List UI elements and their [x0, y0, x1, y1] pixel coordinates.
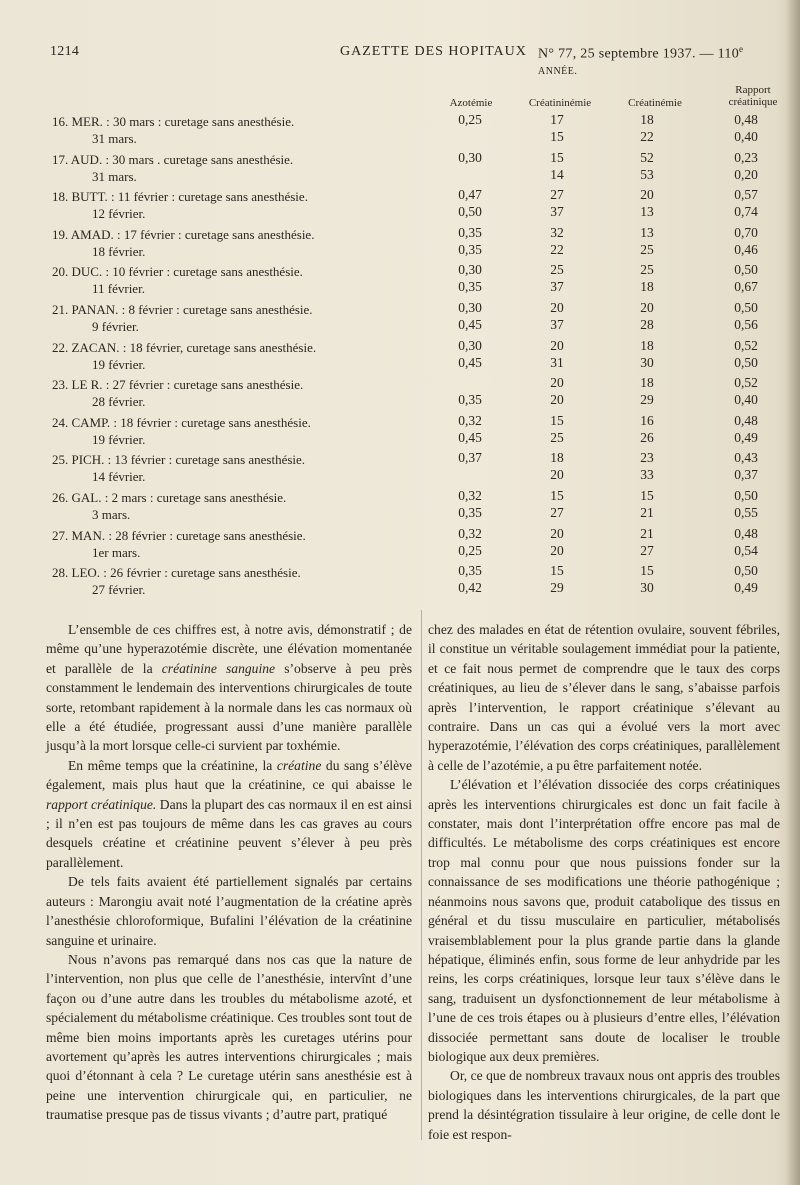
case-date-20: 11 février. [92, 281, 145, 297]
header-azotemie: Azotémie [449, 97, 493, 109]
cell-ce: 18 [640, 112, 654, 127]
cell-r: 0,49 [734, 429, 758, 445]
case-date-21: 9 février. [92, 319, 139, 334]
issue-sup: e [739, 44, 744, 54]
cell-ce: 18 [640, 279, 654, 295]
case-line-24: 24. CAMP. : 18 février : curetage sans anesthésie. [52, 414, 311, 430]
cell-az: 0,35 [458, 505, 482, 520]
right-column [428, 620, 780, 1144]
cell-az: 0,42 [458, 580, 482, 596]
text-run: L’ensemble de ces chiffres est, à notre avis, démonstratif ; de même qu’une hyperazotémie discrète, une élévation momentanée et parallèle de la [46, 622, 412, 676]
cell-cn: 20 [550, 525, 564, 541]
cell-az: 0,35 [458, 241, 482, 257]
cell-r: 0,56 [734, 317, 758, 332]
cell-ce: 18 [640, 337, 654, 353]
cell-cn: 32 [550, 224, 564, 240]
case-date-18: 12 février. [92, 206, 146, 222]
case-line-27: 27. MAN. : 28 février : curetage sans anesthésie. [52, 527, 306, 543]
cell-ce: 15 [640, 488, 654, 503]
cell-az: 0,32 [458, 412, 482, 428]
page-number: 1214 [50, 44, 80, 59]
cell-az: 0,35 [458, 392, 482, 408]
cell-cn: 15 [550, 129, 564, 144]
case-line-28: 28. LEO. : 26 février : curetage sans anesthésie. [52, 565, 301, 581]
cell-r: 0,40 [734, 129, 758, 144]
header-creatinemie: Créatinémie [628, 97, 682, 109]
cell-ce: 16 [640, 412, 654, 428]
cell-r: 0,57 [734, 187, 758, 203]
cell-az: 0,35 [458, 279, 482, 295]
cell-r: 0,23 [734, 149, 758, 165]
cell-ce: 15 [640, 563, 654, 579]
cell-cn: 22 [550, 241, 564, 257]
cell-r: 0,20 [734, 166, 758, 182]
column-divider [421, 610, 422, 1140]
case-date-28: 27 février. [92, 582, 146, 598]
text-run: En même temps que la créatinine, la [68, 757, 277, 773]
case-line-22: 22. ZACAN. : 18 février, curetage sans anesthésie. [52, 339, 317, 355]
cell-cn: 17 [550, 112, 564, 127]
cell-cn: 15 [550, 563, 564, 579]
case-line-19: 19. AMAD. : 17 février : curetage sans anesthésie. [52, 226, 315, 242]
right-paragraph-3: Or, ce que de nombreux travaux nous ont appris des troubles biologiques dans les interventions chirurgicales, de la part que prend la désintégration tissulaire à leur origine, de celle dont le foie est respon- [428, 1068, 780, 1142]
cell-ce: 20 [640, 300, 654, 315]
left-column [46, 620, 412, 1125]
cell-ce: 13 [640, 204, 654, 220]
cell-ce: 26 [640, 429, 654, 445]
cell-cn: 27 [550, 187, 564, 203]
cell-ce: 25 [640, 262, 654, 278]
case-line-23: 23. LE R. : 27 février : curetage sans anesthésie. [52, 377, 304, 393]
cell-ce: 21 [640, 505, 654, 520]
cell-ce: 25 [640, 241, 654, 257]
cell-cn: 14 [550, 166, 564, 182]
cell-ce: 33 [640, 467, 654, 483]
cell-ce: 52 [640, 149, 654, 165]
cell-r: 0,48 [734, 112, 758, 127]
case-date-26: 3 mars. [92, 507, 131, 522]
cell-cn: 20 [550, 337, 564, 353]
cell-cn: 31 [550, 354, 564, 370]
issue-text: N° 77, 25 septembre 1937. — 110 [538, 46, 740, 62]
case-line-20: 20. DUC. : 10 février : curetage sans anesthésie. [52, 264, 303, 280]
cell-ce: 28 [640, 317, 654, 332]
left-paragraph-1 [46, 620, 412, 756]
cell-az: 0,30 [458, 300, 482, 315]
cell-ce: 30 [640, 580, 654, 596]
case-date-25: 14 février. [92, 469, 146, 485]
cell-r: 0,74 [734, 204, 758, 220]
cell-az: 0,37 [458, 450, 482, 466]
cell-r: 0,46 [734, 241, 758, 257]
cell-az: 0,35 [458, 224, 482, 240]
cell-cn: 15 [550, 149, 564, 165]
cell-r: 0,48 [734, 525, 758, 541]
cell-ce: 30 [640, 354, 654, 370]
case-line-16: 16. MER. : 30 mars : curetage sans anesthésie. [52, 114, 295, 129]
case-date-23: 28 février. [92, 394, 146, 410]
cell-az: 0,47 [458, 187, 482, 203]
case-line-21: 21. PANAN. : 8 février : curetage sans anesthésie. [52, 302, 313, 317]
cell-az: 0,45 [458, 429, 482, 445]
cell-az: 0,30 [458, 337, 482, 353]
cell-r: 0,70 [734, 224, 758, 240]
cell-ce: 13 [640, 224, 654, 240]
journal-title: GAZETTE DES HOPITAUX [340, 44, 527, 59]
cell-az: 0,45 [458, 354, 482, 370]
cell-cn: 37 [550, 317, 564, 332]
cell-r: 0,50 [734, 488, 758, 503]
case-line-25: 25. PICH. : 13 février : curetage sans anesthésie. [52, 452, 306, 468]
italic-run: rapport créatinique. [46, 796, 157, 812]
cell-cn: 25 [550, 429, 564, 445]
cell-cn: 20 [550, 300, 564, 315]
text-run: du sang s’élève également, mais plus haut que la créatinine, ce qui abaisse le [46, 757, 413, 793]
case-line-26: 26. GAL. : 2 mars : curetage sans anesthésie. [52, 490, 287, 505]
cell-r: 0,50 [734, 300, 758, 315]
italic-run: créatine [276, 757, 322, 773]
cell-r: 0,55 [734, 505, 758, 520]
case-line-18: 18. BUTT. : 11 février : curetage sans anesthésie. [52, 189, 308, 205]
header-rapport-line1: Rapport [735, 84, 771, 96]
cell-ce: 18 [640, 375, 654, 391]
cell-r: 0,50 [734, 354, 758, 370]
cell-ce: 27 [640, 542, 654, 558]
cell-r: 0,48 [734, 412, 758, 428]
text-run: s’observe à peu près constamment le lendemain des interventions chirurgicales de toute sorte, retombant rapidement à la normale dans les cas normaux où elle a été étudiée, progressant aussi d’une manière parallèle jusqu’à la mort lorsque celle-ci survient par toxhémie. [46, 660, 412, 754]
issue-tail: ANNÉE. [538, 65, 578, 77]
cell-az: 0,30 [458, 149, 482, 165]
cell-cn: 20 [550, 375, 564, 391]
cell-az: 0,45 [458, 317, 482, 332]
right-paragraph-2: L’élévation et l’élévation dissociée des corps créatiniques après les interventions chirurgicales est donc un fait facile à constater, mais dont l’interprétation offre encore pas mal de difficultés. Le métabolisme des corps créatiniques est encore trop mal connu pour que nous puissions fonder sur la connaissance de ses modifications une théorie pathogénique ; néanmoins nous savons que, produit catabolique des tissus en général et du tissu musculaire en particulier, métabolisés vraisemblablement pour la plus grande partie dans la glande hépatique, éliminés enfin, sous forme de leur anhydride par les reins, les corps créatiniques, lorsque leur taux s’élève dans le sang, traduisent un dysfonctionnement de leur métabolisme à l’une de ces trois étapes ou à plusieurs d’entre elles, l’élévation dissociée permettant sans doute de localiser le trouble biologique aux deux premières. [428, 777, 780, 1064]
cell-ce: 20 [640, 187, 654, 203]
cell-cn: 20 [550, 467, 564, 483]
case-date-27: 1er mars. [92, 544, 141, 560]
cell-ce: 53 [640, 166, 654, 182]
left-paragraph-4: Nous n’avons pas remarqué dans nos cas que la nature de l’intervention, non plus que celle de l’anesthésie, intervînt d’une façon ou d’une autre dans les troubles du métabolisme azoté, et spécialement du métabolisme créatinique. Ces troubles sont tout de même bien moins importants après les curetages utérins pour avortement qu’après les autres interventions chirurgicales ; mais quoi d’étonnant à cela ? Le curetage utérin sans anesthésie est à peine une intervention chirurgicale qui, en particulier, ne traumatise presque pas de tissus vivants ; d’autre part, pratiqué [46, 951, 412, 1123]
cell-ce: 22 [640, 129, 654, 144]
running-header [50, 44, 786, 77]
cell-az: 0,25 [458, 542, 482, 558]
text-run: Dans la plupart des cas normaux il en est ainsi ; il n’en est pas toujours de même dans les cas graves au cours desquels créatine et créatinine peuvent s’élever à peu près parallèlement. [46, 796, 412, 870]
cell-r: 0,37 [734, 467, 758, 483]
cell-r: 0,52 [734, 337, 758, 353]
case-date-19: 18 février. [92, 243, 146, 259]
header-creatininemie: Créatininémie [528, 97, 592, 109]
cell-cn: 18 [550, 450, 564, 466]
issue-info [538, 44, 786, 79]
left-paragraph-3: De tels faits avaient été partiellement signalés par certains auteurs : Marongiu avait noté l’augmentation de la créatine après l’anesthésie chloroformique, Bufalini l’élévation de la créatinine sanguine et urinaire. [46, 874, 412, 948]
cell-cn: 20 [550, 542, 564, 558]
cell-cn: 15 [550, 412, 564, 428]
cell-cn: 25 [550, 262, 564, 278]
cell-cn: 37 [550, 279, 564, 295]
cell-az: 0,30 [458, 262, 482, 278]
cell-ce: 23 [640, 450, 654, 466]
cell-r: 0,40 [734, 392, 758, 408]
left-paragraph-2 [46, 756, 412, 872]
header-rapport-line2: créatinique [728, 96, 778, 108]
cell-az: 0,50 [458, 204, 482, 220]
cell-r: 0,43 [734, 450, 758, 466]
cell-r: 0,49 [734, 580, 758, 596]
cell-az: 0,25 [458, 112, 482, 127]
cell-az: 0,35 [458, 563, 482, 579]
cell-cn: 37 [550, 204, 564, 220]
italic-run: créatinine sanguine [161, 660, 276, 676]
case-line-17: 17. AUD. : 30 mars . curetage sans anesthésie. [52, 151, 294, 167]
page-edge-shadow [786, 0, 800, 1185]
cell-r: 0,54 [734, 542, 758, 558]
cell-cn: 29 [550, 580, 564, 596]
cell-cn: 27 [550, 505, 564, 520]
case-date-24: 19 février. [92, 431, 146, 447]
cell-az: 0,32 [458, 488, 482, 503]
cell-r: 0,50 [734, 563, 758, 579]
cell-cn: 15 [550, 488, 564, 503]
cell-cn: 20 [550, 392, 564, 408]
cell-r: 0,67 [734, 279, 758, 295]
case-date-16: 31 mars. [92, 131, 137, 146]
cell-ce: 21 [640, 525, 654, 541]
cell-r: 0,52 [734, 375, 758, 391]
header-rapport [718, 84, 788, 108]
cell-r: 0,50 [734, 262, 758, 278]
cell-az: 0,32 [458, 525, 482, 541]
case-date-22: 19 février. [92, 356, 146, 372]
case-date-17: 31 mars. [92, 168, 137, 184]
right-paragraph-1: chez des malades en état de rétention ovulaire, souvent fébriles, il constitue un véritable soulagement immédiat pour la patiente, et ce fait nous permet de comprendre que le taux des corps créatiniques, au lieu de s’élever dans le sang, s’abaisse parfois après l’intervention, le rapport créatinique s’élevant au contraire. Dans un cas qui a évolué vers la mort avec hyperazotémie, l’élévation des corps créatiniques, parallèlement à celle de l’azotémie, a pu être parfaitement notée. [428, 622, 780, 773]
cell-ce: 29 [640, 392, 654, 408]
